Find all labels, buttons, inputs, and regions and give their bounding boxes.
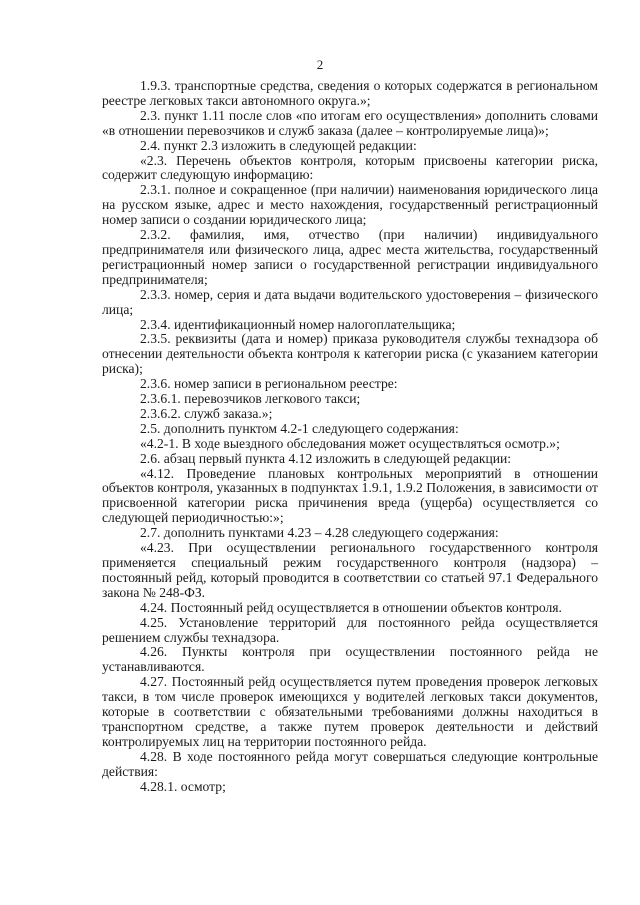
paragraph: «4.23. При осуществлении регионального государственного контроля применяется специальный режим государственного контроля (надзора) – постоянный рейд, который проводится в соответствии со статьей 97.1 Федерального закона № 248-ФЗ. — [102, 540, 598, 600]
paragraph: 2.3.1. полное и сокращенное (при наличии) наименования юридического лица на русском языке, адрес и место нахождения, государственный регистрационный номер записи о создании юридического лица; — [102, 182, 598, 228]
document-body — [102, 79, 598, 795]
paragraph: 1.9.3. транспортные средства, сведения о которых содержатся в региональном реестре легковых такси автономного округа.»; — [102, 78, 598, 108]
paragraph: 2.3.6. номер записи в региональном реестре: — [140, 376, 398, 392]
paragraph: 4.27. Постоянный рейд осуществляется путем проведения проверок легковых такси, в том числе проверок имеющихся у водителей легковых такси документов, которые в соответствии с обязательными требованиями должны находиться в транспортном средстве, а также путем проверок деятельности и действий контролируемых лиц на территории постоянного рейда. — [102, 674, 598, 749]
paragraph: 4.25. Установление территорий для постоянного рейда осуществляется решением службы технадзора. — [102, 614, 598, 645]
paragraph: 2.3.3. номер, серия и дата выдачи водительского удостоверения – физического лица; — [102, 286, 598, 317]
paragraph: 2.3.4. идентификационный номер налогоплательщика; — [140, 316, 456, 332]
page-number: 2 — [316, 57, 324, 72]
paragraph: 4.28. В ходе постоянного рейда могут совершаться следующие контрольные действия: — [102, 748, 598, 779]
paragraph: 2.6. абзац первый пункта 4.12 изложить в следующей редакции: — [140, 450, 512, 466]
paragraph: 2.3. пункт 1.11 после слов «по итогам его осуществления» дополнить словами «в отношении перевозчиков и служб заказа (далее – контролируемые лица)»; — [102, 107, 598, 138]
paragraph: 2.5. дополнить пунктом 4.2-1 следующего содержания: — [140, 420, 459, 436]
paragraph: 4.24. Постоянный рейд осуществляется в отношении объектов контроля. — [140, 599, 562, 615]
paragraph: 2.3.2. фамилия, имя, отчество (при наличии) индивидуального предпринимателя или физического лица, адрес места жительства, государственный регистрационный номер записи о государственной регистрации индивидуального предпринимателя; — [102, 227, 598, 287]
paragraph: «4.2-1. В ходе выездного обследования может осуществляться осмотр.»; — [140, 435, 560, 451]
paragraph: 2.3.5. реквизиты (дата и номер) приказа руководителя службы технадзора об отнесении деятельности объекта контроля к категории риска (с указанием категории риска); — [102, 331, 598, 377]
paragraph: «4.12. Проведение плановых контрольных мероприятий в отношении объектов контроля, указанных в подпунктах 1.9.1, 1.9.2 Положения, в зависимости от присвоенной категории риска причинения вреда (ущерба) осуществляется со следующей периодичностью:»; — [102, 465, 598, 526]
paragraph: 2.3.6.2. служб заказа.»; — [140, 405, 273, 421]
paragraph: «2.3. Перечень объектов контроля, которым присвоены категории риска, содержит следующую информацию: — [102, 152, 598, 183]
paragraph: 4.26. Пункты контроля при осуществлении постоянного рейда не устанавливаются. — [102, 644, 598, 675]
paragraph: 4.28.1. осмотр; — [140, 778, 226, 794]
paragraph: 2.7. дополнить пунктами 4.23 – 4.28 следующего содержания: — [140, 525, 499, 541]
paragraph: 2.4. пункт 2.3 изложить в следующей редакции: — [140, 137, 417, 153]
paragraph: 2.3.6.1. перевозчиков легкового такси; — [140, 391, 361, 407]
